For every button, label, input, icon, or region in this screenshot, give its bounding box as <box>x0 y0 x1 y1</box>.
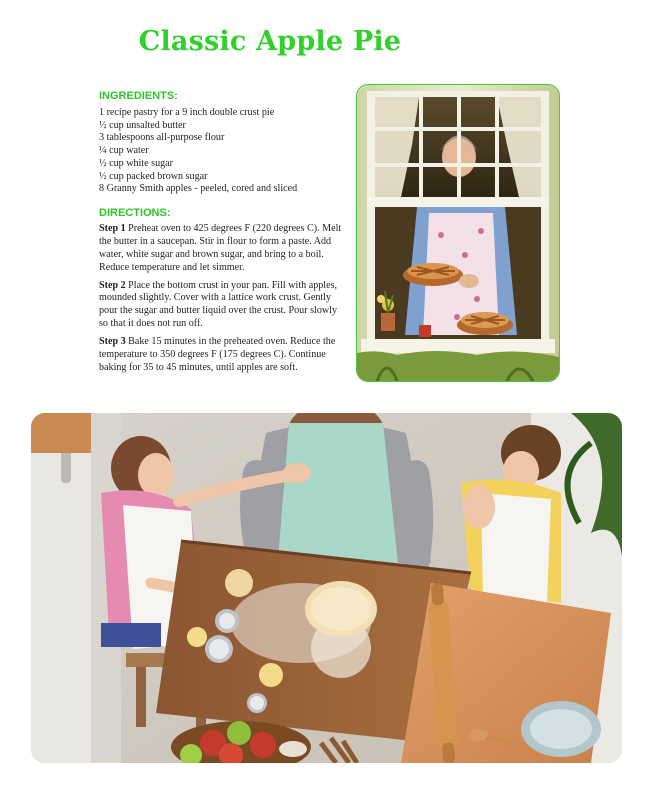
ingredient-item: 8 Granny Smith apples - peeled, cored and sliced <box>99 183 298 195</box>
direction-step-1 <box>99 223 344 275</box>
step-label: Step 2 <box>99 279 126 291</box>
direction-step-3 <box>99 336 344 375</box>
family-baking-photo <box>31 413 622 763</box>
step-label: Step 3 <box>99 336 126 348</box>
family-baking-illustration <box>31 413 622 763</box>
ingredient-item: 1 recipe pastry for a 9 inch double crust pie <box>99 107 275 118</box>
step-text: Preheat oven to 425 degrees F (220 degrees C). Melt the butter in a saucepan. Stir in flour to form a paste. Add water, white sugar and brown sugar, and bring to a boil. Reduce temperature and let simmer. <box>99 222 342 273</box>
ingredient-item: ½ cup unsalted butter <box>99 119 186 131</box>
directions-heading: DIRECTIONS: <box>99 206 171 219</box>
ingredients-list <box>99 107 344 196</box>
step-text: Place the bottom crust in your pan. Fill with apples, mounded slightly. Cover with a lattice work crust. Gently pour the sugar and butter liquid over the crust. Pour slowly so that it does not run off. <box>99 279 338 330</box>
recipe-text-column <box>99 90 344 380</box>
window-pie-illustration <box>357 85 559 381</box>
ingredient-item: ¼ cup water <box>99 145 149 157</box>
direction-step-2 <box>99 280 344 332</box>
ingredient-item: ½ cup packed brown sugar <box>99 170 208 182</box>
step-label: Step 1 <box>99 222 126 234</box>
ingredients-heading: INGREDIENTS: <box>99 90 178 102</box>
step-text: Bake 15 minutes in the preheated oven. Reduce the temperature to 350 degrees F (175 degrees C). Continue baking for 35 to 45 minutes, until apples are soft. <box>99 336 336 373</box>
ingredient-item: 3 tablespoons all-purpose flour <box>99 132 225 144</box>
ingredient-item: ½ cup white sugar <box>99 157 174 169</box>
window-pie-photo <box>356 84 560 382</box>
page-title: Classic Apple Pie <box>138 26 402 57</box>
